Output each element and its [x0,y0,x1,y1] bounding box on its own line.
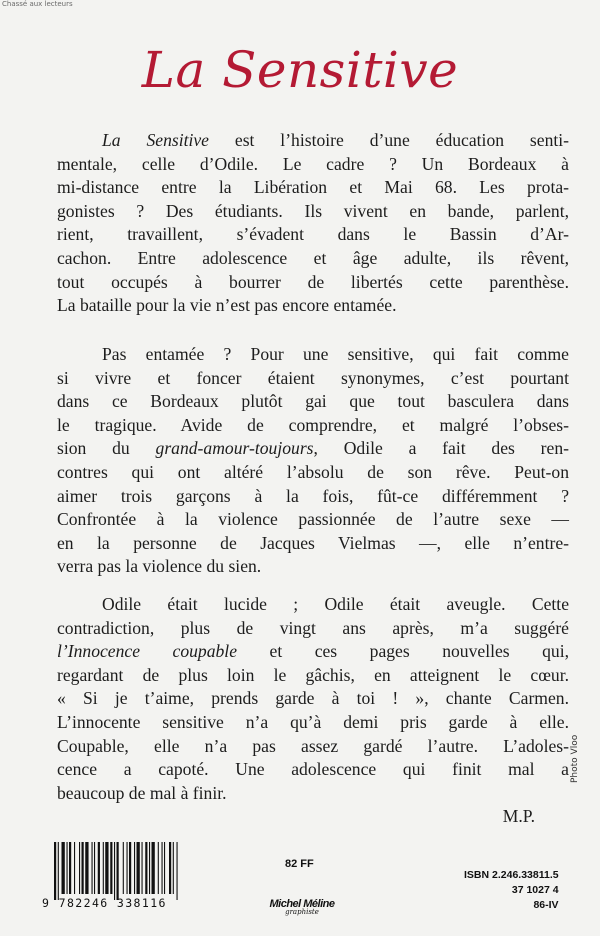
p3-line: « Si je t’aime, prends garde à toi ! », chante Carmen. [57,688,569,709]
isbn-line: ISBN 2.246.33811.5 [464,869,559,881]
p3-line: contradiction, plus de vingt ans après, m’a suggéré [57,617,569,638]
barcode-bar [123,842,124,894]
barcode-bar [117,842,119,900]
p2-line: si vivre et foncer étaient synonymes, c’est pourtant [57,367,569,388]
p2-line: Confrontée à la violence passionnée de l’autre sexe — [57,509,569,530]
barcode-bar [142,842,143,894]
barcode-bar [105,842,108,894]
barcode-bar [58,842,59,900]
p1-line-text: est l’histoire d’une éducation senti- [209,130,570,150]
p2-line: Pas entamée ? Pour une sensitive, qui fait comme [102,344,569,364]
barcode-bar [92,842,93,894]
barcode-bar [114,842,115,900]
paragraph-3 [57,593,569,829]
barcode-bar [137,842,140,894]
barcode-bar [110,842,112,894]
barcode-bar [177,842,178,900]
p2-line: verra pas la violence du sien. [57,556,262,577]
p2-line: dans ce Bordeaux plutôt gai que tout basculera dans [57,391,569,412]
paragraph-2 [57,343,569,579]
p2-line: aimer trois garçons à la fois, fût-ce différemment ? [57,485,569,506]
p3-line [57,640,569,664]
p2-line [57,437,569,461]
publisher-logo [262,898,342,916]
price: 82 FF [285,858,314,870]
barcode-bar [103,842,104,894]
p3-line-text: et ces pages nouvelles qui, [237,641,569,662]
barcode-bar [127,842,128,894]
p1-line: rient, travaillent, s’évadent dans le Bassin d’Ar- [57,224,569,245]
p1-title-em: La Sensitive [102,130,209,150]
barcode-bar [164,842,165,894]
barcode-bar [169,842,171,894]
barcode-bar [62,842,65,894]
p3-line: L’innocente sensitive n’a qu’à demi pris garde à elle. [57,711,569,732]
p2-em: grand-amour-toujours [155,438,314,459]
barcode-bar [158,842,159,894]
barcode-bar [82,842,84,894]
p1-line: mentale, celle d’Odile. Le cadre ? Un Bordeaux à [57,153,569,174]
p2-line: en la personne de Jacques Vielmas —, elle n’entre- [57,532,569,553]
isbn-line: 86-IV [533,899,559,911]
book-title: La Sensitive [141,41,459,99]
signature: M.P. [502,806,535,827]
isbn-block [464,868,559,913]
barcode-bar [54,842,56,900]
barcode-bar [145,842,147,894]
publisher-name: Michel Méline [269,898,335,910]
p1-line: mi-distance entre la Libération et Mai 68. Les prota- [57,177,569,198]
p2-line: le tragique. Avide de comprendre, et malgré l’obses- [57,414,569,435]
barcode-bar [173,842,174,894]
p3-line: Odile était lucide ; Odile était aveugle. Cette [102,594,569,614]
barcode-bar [152,842,155,894]
p3-line: Coupable, elle n’a pas assez gardé l’autre. L’adoles- [57,735,569,756]
barcode-bar [85,842,88,894]
barcode-bar [74,842,75,894]
p1-line: tout occupés à bourrer de libertés cette parenthèse. [57,271,569,292]
barcode-bar [94,842,95,894]
p2-line-text: , Odile a fait des ren- [313,438,569,459]
barcode-bars [54,842,214,900]
barcode-bar [134,842,135,894]
barcode-bar [162,842,163,894]
isbn-line: 37 1027 4 [511,884,559,896]
p1-line: La bataille pour la vie n’est pas encore entamée. [57,295,397,316]
paragraph-1 [57,129,569,318]
p2-line-text: sion du [57,438,156,459]
p1-line: cachon. Entre adolescence et âge adulte, ils rêvent, [57,247,569,268]
barcode-bar [98,842,100,894]
p3-line: beaucoup de mal à finir. [57,782,227,803]
barcode-bar [67,842,68,894]
barcode-digits: 9 782246 338116 [42,896,167,910]
barcode [38,840,218,910]
publisher-sub: graphiste [285,908,319,916]
p3-em: l’Innocence coupable [57,641,238,662]
corner-tag: Chassé aux lecteurs [2,0,73,8]
barcode-bar [129,842,131,894]
p2-line: contres qui ont altéré l’absolu de son rêve. Peut-on [57,461,569,482]
barcode-bar [79,842,80,894]
p3-line: regardant de plus loin le gâchis, en atteignent le cœur. [57,664,569,685]
photo-credit: Photo Vloo [570,734,580,783]
barcode-bar [69,842,71,894]
p1-line: gonistes ? Des étudiants. Ils vivent en bande, parlent, [57,200,569,221]
p1-line [57,129,569,153]
barcode-bar [149,842,150,894]
p3-line: cence a capoté. Une adolescence qui finit mal a [57,759,569,780]
